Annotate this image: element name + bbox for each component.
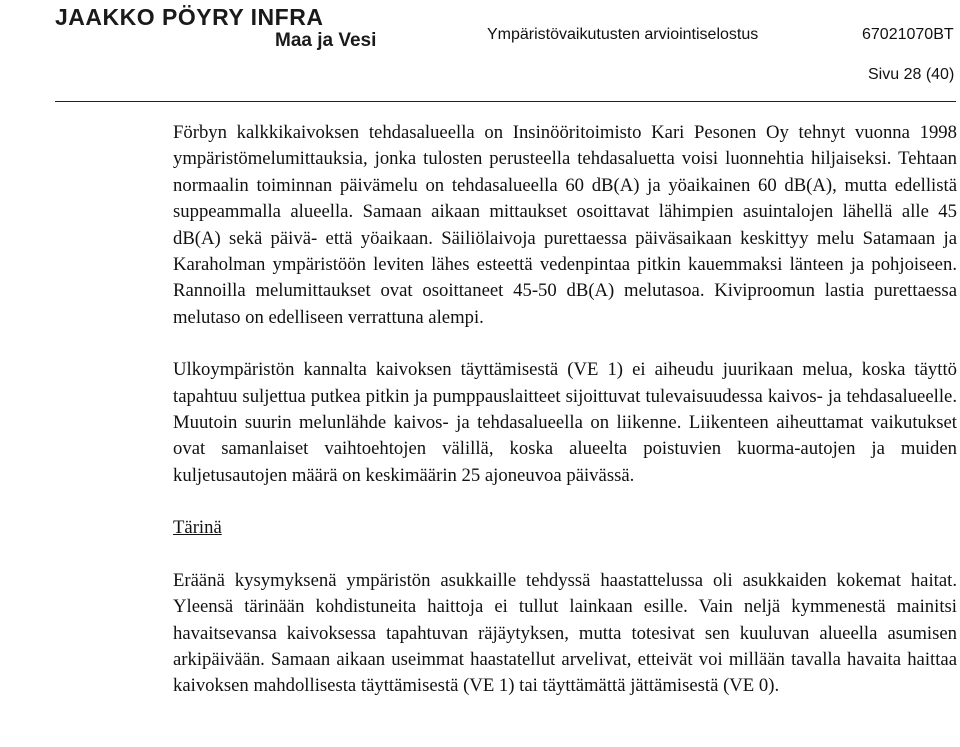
document-number: 67021070BT (862, 26, 954, 43)
company-logo-name: JAAKKO PÖYRY INFRA (55, 4, 324, 30)
paragraph-outdoor-environment: Ulkoympäristön kannalta kaivoksen täyttämisestä (VE 1) ei aiheudu juurikaan melua, koska täyttö tapahtuu suljettua putkea pitkin ja pumppauslaitteet sijoittuvat tulevaisuudessa kaivos- ja tehdasalueelle. Muutoin suurin melunlähde kaivos- ja tehdasalueella on liikenne. Liikenteen aiheuttamat vaikutukset ovat samanlaiset vaihtoehtojen välillä, koska alueelta poistuvien kuorma-autojen ja muiden kuljetusautojen määrä on keskimäärin 25 ajoneuvoa päivässä. (173, 359, 957, 486)
header-divider (55, 101, 956, 102)
page-header (0, 0, 960, 104)
document-body (173, 120, 957, 700)
paragraph-vibration: Eräänä kysymyksenä ympäristön asukkaille tehdyssä haastattelussa oli asukkaiden kokemat haitat. Yleensä tärinään kohdistuneita haittoja ei tullut lainkaan esille. Vain neljä kymmenestä mainitsi havaitsevansa kaivoksessa tapahtuvan räjäytyksen, mutta totesivat sen kuuluvan alueella asumisen arkipäivään. Samaan aikaan useimmat haastatellut arvelivat, etteivät voi millään tavalla havaita haittaa kaivoksen mahdollisesta täyttämisestä (VE 1) tai täyttämättä jättämisestä (VE 0). (173, 569, 957, 697)
paragraph-noise-measurements: Förbyn kalkkikaivoksen tehdasalueella on Insinööritoimisto Kari Pesonen Oy tehnyt vuonna 1998 ympäristömelumittauksia, jonka tulosten perusteella tehdasaluetta voisi luonnehtia hiljaiseksi. Tehtaan normaalin toiminnan päivämelu on tehdasalueella 60 dB(A) ja yöaikainen 60 dB(A), mutta edellistä suppeammalla alueella. Samaan aikaan mittaukset osoittavat lähimpien asuintalojen lähellä alle 45 dB(A) sekä päivä- että yöaikaan. Säiliölaivoja purettaessa päiväsaikaan keskittyy melu Satamaan ja Karaholman ympäristöön leviten lähes esteettä vedenpintaa pitkin kauemmaksi länteen ja pohjoiseen. Rannoilla melumittaukset ovat osoittaneet 45-50 dB(A) melutasoa. Kiviproomun lastia purettaessa melutaso on edelliseen verrattuna alempi. (173, 122, 957, 328)
section-heading-vibration: Tärinä (173, 517, 222, 539)
page-number: Sivu 28 (40) (868, 66, 955, 83)
document-title: Ympäristövaikutusten arviointiselostus (487, 26, 759, 43)
company-logo-division: Maa ja Vesi (275, 30, 377, 51)
